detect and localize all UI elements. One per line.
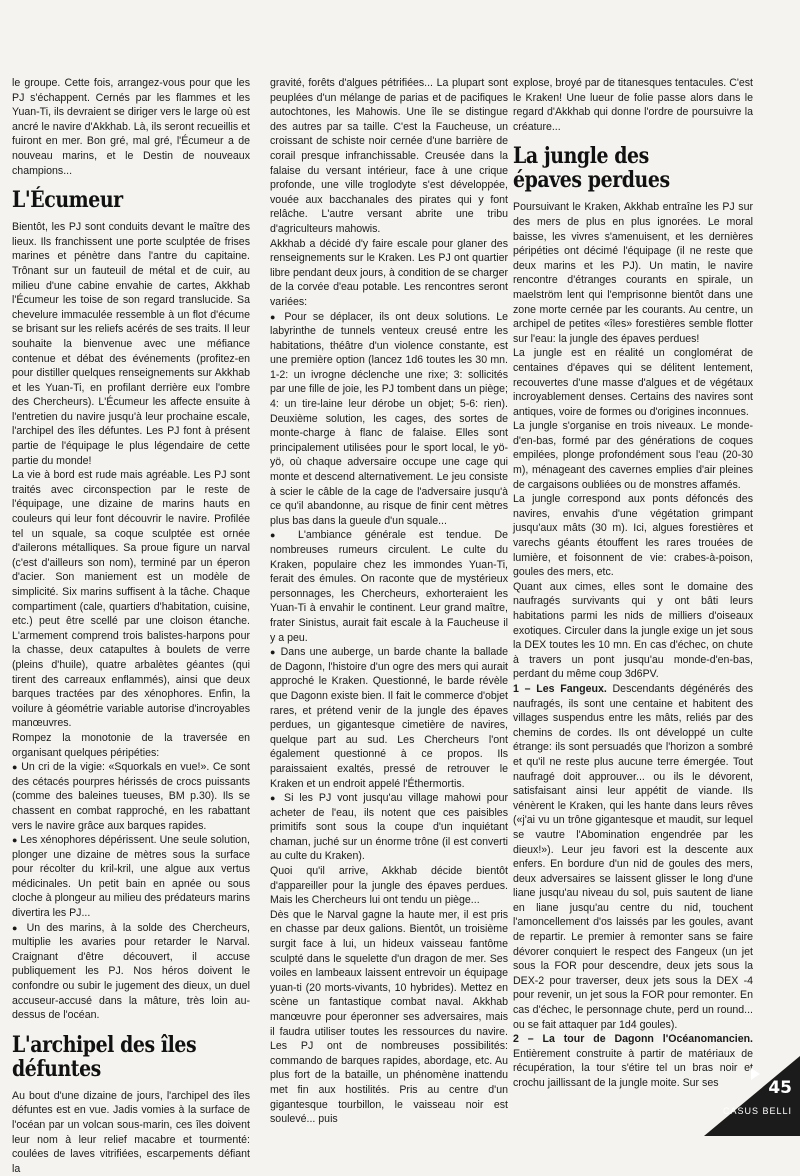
paragraph: Dès que le Narval gagne la haute mer, il est pris en chasse par deux galions. Bientôt, un troisième surgit face à lui, un hideux vaisseau fantôme sculpté dans le squelette d'un dragon de mer. Ses voiles en lambeaux laissent entrevoir un équipage yuan-ti (20 morts-vivants, 10 hybrides). Mettez en scène un fantastique combat naval. Akkhab manœuvre pour éperonner ses adversaires, mais il faudra utiliser toutes les ressources du navire. Les PJ ont de nombreuses possibilités: commando de barques rapides, abordage, etc. Au plus fort de la bataille, un phénomène inattendu met fin aux hostilités. Pris au centre d'un gigantesque tourbillon, le vaisseau noir est soulevé... puis bbox=[270, 908, 508, 1126]
paragraph: La vie à bord est rude mais agréable. Les PJ sont traités avec circonspection par le reste de l'équipage, une dizaine de marins hauts en couleurs qui leur font découvrir le navire. Profilée tel un squale, sa coque sculptée est ornée d'ailerons métalliques. Sa proue figure un narval (c'est d'ailleurs son nom), terminé par un éperon d'acier. Son maniement est un modèle de simplicité. Six marins suffisent à la tâche. Chaque compartiment (cale, quartiers d'habitation, cuisine, etc.) peut être scellé par une cloison étanche. L'armement comprend trois balistes-harpons pour la chasse, deux catapultes à boulets de verre (pleins d'huile), quatre arbalètes géantes (qui tirent des carreaux enflammés), ainsi que deux barques tractées par des xénophores. Enfin, la voilure à géométrie variable autorise d'incroyables manœuvres. bbox=[12, 469, 250, 730]
magazine-name: CASUS BELLI bbox=[722, 1106, 792, 1116]
numbered-item bbox=[513, 682, 753, 1032]
paragraph: Au bout d'une dizaine de jours, l'archipel des îles défuntes est en vue. Jadis vomies à la surface de l'océan par un volcan sous-marin, ces îles doivent leur nom à leur relief macabre et tourmenté: coulées de laves vitrifiées, escarpements défiant la bbox=[12, 1089, 250, 1175]
numbered-item bbox=[513, 1032, 753, 1090]
paragraph: le groupe. Cette fois, arrangez-vous pour que les PJ s'échappent. Cernés par les flammes et les Yuan-Ti, ils devraient se diriger vers le large où est ancré le navire d'Akkhab. Là, ils seront recueillis et fuiront en mer. Bon gré, mal gré, l'Écumeur a de nouveau marins, et le Destin de nouveaux champions... bbox=[12, 77, 250, 177]
paragraph: Quoi qu'il arrive, Akkhab décide bientôt d'appareiller pour la jungle des épaves perdues. Mais les Chercheurs lui ont tendu un piège... bbox=[270, 865, 508, 907]
paragraph: La jungle est en réalité un conglomérat de centaines d'épaves qui se délitent lentement, recouvertes d'une masse d'algues et de végétaux incroyablement denses. Certains des navires sont antiques, voire de formes ou d'origines inconnues. bbox=[513, 347, 753, 418]
paragraph: Rompez la monotonie de la traversée en organisant quelques péripéties: bbox=[12, 731, 250, 759]
list-item: ● Les xénophores dépérissent. Une seule solution, plonger une dizaine de mètres sous la surface pour récolter du kril-kril, une algue aux vertus médicinales. Un petit bain en apnée ou sous cloche à plongeur au milieu des prédateurs marins divertira les PJ... bbox=[12, 833, 250, 921]
column-3 bbox=[513, 76, 753, 1091]
numbered-item-text: Entièrement construite à partir de matériaux de récupération, la tour s'étire tel un bras noir et crochu jaillissant de la jungle moite. Sur ses bbox=[513, 1047, 753, 1089]
list-item: ● Pour se déplacer, ils ont deux solutions. Le labyrinthe de tunnels venteux creusé entre les habitations, théâtre d'un violence constante, est une première option (lancez 1d6 toutes les 30 mn. 1-2: un ivrogne déclenche une rixe; 3: sollicités par une fille de joie, les PJ tombent dans un piège; 4: un tire-laine leur dérobe un objet; 5-6: rien). Deuxième solution, les cages, des sortes de monte-charge à flanc de falaise. Elles sont principalement utilisées pour le sport local, le yö-yö, où chaque adversaire occupe une cage qui monte et descend alternativement. Le jeu consiste à scier le câble de la cage de l'adversaire jusqu'à ce qu'il abandonne, au risque de finir cent mètres plus bas dans la gueule d'un squale... bbox=[270, 310, 508, 529]
paragraph: Akkhab a décidé d'y faire escale pour glaner des renseignements sur le Kraken. Les PJ ont quartier libre pendant deux jours, à condition de se charger de la corvée d'eau potable. Les rencontres seront variées: bbox=[270, 237, 508, 308]
numbered-item-title: 1 – Les Fangeux. bbox=[513, 682, 607, 695]
list-item: ● Dans une auberge, un barde chante la ballade de Dagonn, l'histoire d'un ogre des mers qui aurait approché le Kraken. Questionné, le barde révèle que Dagonn existe bien. Il fait le commerce d'objet rares, et prétend venir de la jungle des épaves perdues, un gigantesque cimetière de navires, quelque part au sud. Les Chercheurs l'ont également questionné à ce propos. Ils paraissaient exaltés, pressé de retrouver le Kraken et un endroit appelé l'Éthermortis. bbox=[270, 645, 508, 791]
numbered-item-title: 2 – La tour de Dagonn l'Océanomancien. bbox=[513, 1033, 753, 1046]
section-heading-archipel: L'archipel des îles défuntes bbox=[12, 1031, 197, 1082]
paragraph: explose, broyé par de titanesques tentacules. C'est le Kraken! Une lueur de folie passe alors dans le regard d'Akkhab qui donne l'ordre de poursuivre la créature... bbox=[513, 77, 753, 133]
paragraph: Quant aux cimes, elles sont le domaine des naufragés survivants qui y ont bâti leurs habitations parmi les nids de milliers d'oiseaux exotiques. Circuler dans la jungle exige un jet sous la DEX toutes les 10 mn. En cas d'échec, on chute à travers un pont jusqu'au monde-d'en-bas, perdant du même coup 3d6PV. bbox=[513, 580, 753, 681]
next-page-arrow-icon bbox=[751, 1068, 760, 1080]
paragraph: La jungle correspond aux ponts défoncés des navires, envahis d'une végétation grimpant jusqu'aux mâts (30 m). Ici, algues forestières et varechs géants étouffent les rares trouées de lumière, et foisonnent de vie: crabes-à-poison, goules des mers, etc. bbox=[513, 493, 753, 579]
paragraph: Bientôt, les PJ sont conduits devant le maître des lieux. Ils franchissent une porte sculptée de frises marines et pénètre dans l'antre du capitaine. Trônant sur un fauteuil de métal et de cuir, au milieu d'une cabine envahie de cartes, Akkhab l'Écumeur les toise de son regard translucide. Sa chevelure immaculée ressemble à un flot d'écume se brisant sur les reliefs acérés de ses traits. Il leur souhaite la bienvenue avec une méfiance contenue et débat des événements (profitez-en pour distiller quelques renseignements sur Akkhab et les Yuan-Ti, en profilant derrière eux l'ombre des Chercheurs). L'Écumeur les affecte ensuite à l'entretien du navire jusqu'à leur prochaine escale, l'archipel des îles défuntes. Les PJ font à présent partie de l'équipage le plus légendaire de cette partie du monde! bbox=[12, 221, 250, 467]
list-item: ● Un cri de la vigie: «Squorkals en vue!». Ce sont des cétacés pourpres hérissés de crocs puissants (comme des baleines tueuses, BM p.30). Ils se chassent en combat rapproché, en les rabattant vers le navire grâce aux barques rapides. bbox=[12, 760, 250, 833]
paragraph: Poursuivant le Kraken, Akkhab entraîne les PJ sur des mers de plus en plus ignorées. Le moral baisse, les vivres s'amenuisent, et les dernières péripéties ont décimé l'équipage (il ne reste que deux marins et les PJ). Un matin, le navire rencontre d'étranges courants en spirale, un maelström lent qui l'emprisonne bientôt dans une zone morte cernée par les courants. Au centre, un archipel de petites «îles» forestières semble flotter sur l'eau: la jungle des épaves perdues! bbox=[513, 201, 753, 345]
paragraph: gravité, forêts d'algues pétrifiées... La plupart sont peuplées d'un mélange de parias et de pacifiques autochtones, les Mahowis. Une île se distingue des autres par sa taille. C'est la Faucheuse, un croissant de schiste noir cernée d'une barrière de corail presque infranchissable. Creusée dans la falaise du versant intérieur, face à une crique profonde, une ville troglodyte s'est développée, vouée aux bacchanales des pirates qui y font relâche. L'autre versant abrite une tribu d'agriculteurs mahowis. bbox=[270, 77, 508, 235]
section-heading-ecumeur: L'Écumeur bbox=[12, 187, 123, 214]
numbered-item-text: Descendants dégénérés des naufragés, ils sont une centaine et habitent des villages suspendus entre les mâts, reliés par des chemins de cordes. Ils ont développé un culte étrange: ils sont persuadés que l'horizon a sombré et qu'il ne reste plus aucune terre émergée. Tout naufragé doit approuver... ou ils le dévorent, satisfaisant ainsi leur appétit de viande. Ils vénèrent le Kraken, qui les hante dans leurs rêves («j'ai vu un trône gigantesque et maudit, sur lequel se vautre l'Abomination engendrée par les dieux!»). Leur jeu favori est la descente aux enfers. En bordure d'un nid de goules des mers, deux adversaires se laissent glisser le long d'une liane jusqu'au niveau du sol, puis sautent de liane en liane jusqu'au centre du nid, touchent l'amoncellement d'os laissés par les goules, avant de repartir. Le premier à remonter sans se faire dévorer conquiert le respect des Fangeux (un jet sous la FOR pour descendre, deux jets sous la DEX-2 pour traverser, deux jets sous la DEX -4 pour revenir, un jet sous la FOR pour remonter. En cas d'échec, le personnage chute, perd un round... ou se fait attaquer par 1d4 goules). bbox=[513, 682, 753, 1031]
section-heading-jungle: La jungle des épaves perdues bbox=[513, 143, 670, 194]
paragraph: La jungle s'organise en trois niveaux. Le monde-d'en-bas, formé par des générations de coques empilées, plonge profondément sous l'eau (20-30 m), ménageant des cavernes emplies d'air pleines de cargaisons oubliées ou de monstres affamés. bbox=[513, 420, 753, 491]
column-1 bbox=[12, 76, 250, 1176]
list-item: ● Un des marins, à la solde des Chercheurs, multiplie les avaries pour retarder le Narval. Craignant d'être découvert, il accuse publiquement les PJ. Nos héros doivent le confondre ou subir le jugement des dieux, un duel accuseur-accusé dans la mâture, très loin au-dessus de l'océan. bbox=[12, 921, 250, 1023]
column-2 bbox=[270, 76, 508, 1127]
list-item: ● L'ambiance générale est tendue. De nombreuses rumeurs circulent. Le culte du Kraken, populaire chez les immondes Yuan-Ti, ferait des émules. On raconte que de mystérieux personnages, les Chercheurs, exhorteraient les Yuan-Ti à envahir le continent. Leur grand maître, frater Sinistus, aurait fait escale à la Faucheuse il y a peu. bbox=[270, 528, 508, 645]
page-number: 45 bbox=[768, 1078, 792, 1098]
list-item: ● Si les PJ vont jusqu'au village mahowi pour acheter de l'eau, ils notent que ces paisibles primitifs sont sous la coupe d'un inquiétant chaman, juché sur un énorme trône (il est converti au culte du Kraken). bbox=[270, 791, 508, 864]
